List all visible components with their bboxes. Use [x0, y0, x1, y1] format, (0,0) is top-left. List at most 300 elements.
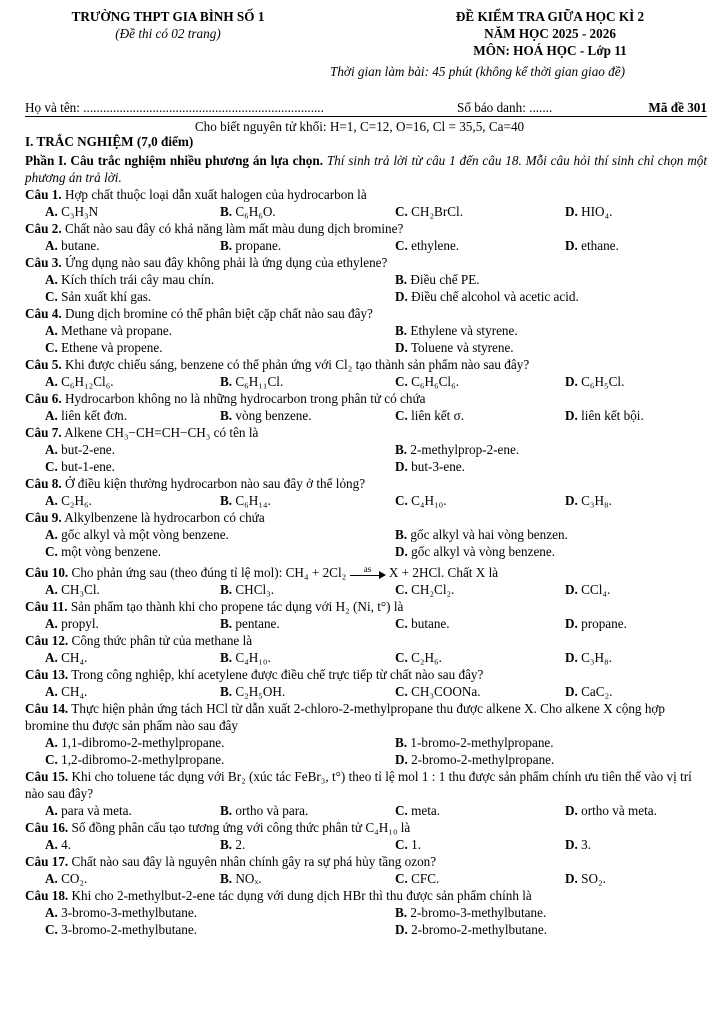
option-b[interactable] — [220, 492, 271, 509]
option-text: meta. — [407, 803, 441, 818]
option-text: CaC₂. — [577, 684, 613, 699]
option-text: 1,2-dibromo-2-methylpropane. — [57, 752, 225, 767]
time-note: Thời gian làm bài: 45 phút (không kể thời gian giao đề) — [330, 64, 626, 79]
option-text: C₂H₆. — [407, 650, 442, 665]
question-label: Câu 1. — [25, 187, 62, 202]
question-7 — [25, 424, 709, 441]
option-text: C₂H₆. — [57, 493, 92, 508]
option-text: butane. — [407, 616, 450, 631]
option-a[interactable] — [45, 649, 87, 666]
option-b[interactable] — [220, 407, 312, 424]
question-text: Số đồng phân cấu tạo tương ứng với công thức phân tử C₄H₁₀ là — [68, 820, 411, 835]
option-a[interactable] — [45, 373, 114, 390]
option-text: propane. — [232, 238, 282, 253]
option-key: D. — [395, 544, 408, 559]
option-key: D. — [565, 582, 578, 597]
option-d[interactable] — [395, 339, 514, 356]
option-key: C. — [395, 616, 408, 631]
option-text: ethane. — [577, 238, 619, 253]
option-key: A. — [45, 493, 58, 508]
option-c[interactable] — [45, 751, 224, 768]
option-b[interactable] — [220, 373, 283, 390]
option-c[interactable] — [395, 237, 459, 254]
option-c[interactable] — [45, 921, 197, 938]
sbd-field: Số báo danh: ....... — [457, 100, 553, 115]
option-text: 3. — [577, 837, 592, 852]
options-row — [45, 288, 705, 305]
option-text: Sản xuất khí gas. — [57, 289, 152, 304]
option-key: D. — [565, 803, 578, 818]
options-row — [45, 322, 705, 339]
option-text: C₃H₃N — [57, 204, 99, 219]
option-text: para và meta. — [57, 803, 132, 818]
option-b[interactable] — [395, 441, 519, 458]
arrow-condition: as — [363, 563, 372, 574]
option-key: B. — [395, 735, 408, 750]
question-text: Thực hiện phản ứng tách HCl từ dẫn xuất 2-chloro-2-methylpropane thu được alkene X. Cho alkene X cộng hợp bromine thu được sản phẩm nào sau đây — [25, 701, 665, 733]
options-row — [45, 237, 705, 254]
options-row — [45, 904, 705, 921]
option-d[interactable] — [565, 683, 612, 700]
option-text: 2-bromo-2-methylpropane. — [407, 752, 555, 767]
option-d[interactable] — [395, 751, 554, 768]
option-key: D. — [395, 289, 408, 304]
divider — [25, 116, 707, 117]
option-key: C. — [395, 650, 408, 665]
question-label: Câu 8. — [25, 476, 62, 491]
option-key: C. — [395, 803, 408, 818]
option-key: A. — [45, 374, 58, 389]
question-label: Câu 4. — [25, 306, 62, 321]
option-text: CH₂BrCl. — [407, 204, 463, 219]
option-text: CH₂Cl₂. — [407, 582, 455, 597]
option-a[interactable] — [45, 904, 197, 921]
question-text: Alkylbenzene là hydrocarbon có chứa — [61, 510, 265, 525]
option-key: D. — [565, 204, 578, 219]
school-year: NĂM HỌC 2025 - 2026 — [484, 26, 616, 41]
header-right — [395, 8, 705, 59]
option-text: ortho và para. — [232, 803, 309, 818]
option-text: gốc alkyl và vòng benzene. — [407, 544, 556, 559]
question-label: Câu 5. — [25, 357, 62, 372]
option-d[interactable] — [395, 921, 547, 938]
option-text: 4. — [57, 837, 72, 852]
options-row — [45, 458, 705, 475]
option-d[interactable] — [565, 237, 619, 254]
question-label: Câu 18. — [25, 888, 69, 903]
option-text: CCl₄. — [577, 582, 611, 597]
question-text: Alkene CH₃−CH=CH−CH₃ có tên là — [61, 425, 259, 440]
question-1 — [25, 186, 709, 203]
option-text: Điều chế alcohol và acetic acid. — [407, 289, 579, 304]
option-c[interactable] — [395, 581, 454, 598]
option-text: 2-bromo-3-methylbutane. — [407, 905, 547, 920]
question-text: Khi cho toluene tác dụng với Br₂ (xúc tác FeBr₃, t°) theo tỉ lệ mol 1 : 1 thu được sản phẩm chính ưu tiên thế vào vị trí nào sau đây? — [25, 769, 692, 801]
option-key: D. — [395, 922, 408, 937]
option-key: D. — [565, 650, 578, 665]
options-row — [45, 615, 705, 632]
option-text: C₄H₁₀. — [407, 493, 447, 508]
option-c[interactable] — [395, 373, 459, 390]
question-17 — [25, 853, 709, 870]
option-key: C. — [45, 544, 58, 559]
option-text: một vòng benzene. — [57, 544, 162, 559]
option-key: A. — [45, 323, 58, 338]
option-key: D. — [395, 459, 408, 474]
option-d[interactable] — [565, 581, 610, 598]
options-row — [45, 339, 705, 356]
option-key: C. — [395, 204, 408, 219]
question-14 — [25, 700, 709, 734]
question-label: Câu 7. — [25, 425, 62, 440]
options-row — [45, 407, 705, 424]
option-a[interactable] — [45, 615, 99, 632]
option-text: 2-methylprop-2-ene. — [407, 442, 520, 457]
option-key: A. — [45, 204, 58, 219]
option-key: D. — [565, 837, 578, 852]
question-text-after: X + 2HCl. Chất X là — [385, 565, 499, 580]
option-text: but-1-ene. — [57, 459, 115, 474]
option-text: 1-bromo-2-methylpropane. — [407, 735, 554, 750]
option-key: B. — [220, 684, 233, 699]
options-row — [45, 734, 705, 751]
option-text: 2. — [232, 837, 246, 852]
option-key: A. — [45, 582, 58, 597]
question-9 — [25, 509, 709, 526]
question-10 — [25, 564, 709, 581]
option-key: A. — [45, 616, 58, 631]
option-text: gốc alkyl và một vòng benzene. — [57, 527, 229, 542]
options-row — [45, 870, 705, 887]
question-text: Sản phẩm tạo thành khi cho propene tác dụng với H₂ (Ni, t°) là — [67, 599, 404, 614]
question-text: Cho phản ứng sau (theo đúng tỉ lệ mol): CH₄ + 2Cl₂ — [68, 565, 350, 580]
option-a[interactable] — [45, 237, 100, 254]
options-row — [45, 203, 705, 220]
option-a[interactable] — [45, 322, 172, 339]
option-text: C₆H₁₁Cl. — [232, 374, 284, 389]
options-row — [45, 271, 705, 288]
reaction-arrow-icon — [350, 563, 386, 579]
option-key: B. — [220, 204, 233, 219]
exam-code: Mã đề 301 — [648, 100, 707, 115]
option-key: A. — [45, 650, 58, 665]
option-a[interactable] — [45, 203, 98, 220]
option-text: ethylene. — [407, 238, 460, 253]
option-text: vòng benzene. — [232, 408, 312, 423]
option-text: pentane. — [232, 616, 280, 631]
option-text: liên kết bội. — [577, 408, 644, 423]
option-c[interactable] — [395, 407, 464, 424]
option-c[interactable] — [395, 836, 421, 853]
option-key: C. — [395, 374, 408, 389]
options-row — [45, 802, 705, 819]
option-c[interactable] — [395, 203, 463, 220]
option-text: CH₄. — [57, 650, 88, 665]
option-text: liên kết đơn. — [57, 408, 128, 423]
question-text: Khi được chiếu sáng, benzene có thể phản ứng với Cl₂ tạo thành sản phẩm nào sau đây? — [61, 357, 530, 372]
option-a[interactable] — [45, 526, 229, 543]
option-key: A. — [45, 238, 58, 253]
option-key: B. — [395, 905, 408, 920]
option-b[interactable] — [395, 526, 568, 543]
question-3 — [25, 254, 709, 271]
option-b[interactable] — [220, 237, 281, 254]
option-c[interactable] — [395, 683, 481, 700]
options-row — [45, 581, 705, 598]
option-key: C. — [395, 837, 408, 852]
option-d[interactable] — [565, 373, 624, 390]
question-text: Hydrocarbon không no là những hydrocarbon trong phân tử có chứa — [61, 391, 426, 406]
option-key: C. — [45, 289, 58, 304]
option-key: B. — [220, 650, 233, 665]
option-text: SO₂. — [577, 871, 606, 886]
option-text: C₃H₈. — [577, 493, 612, 508]
option-text: C₆H₁₂Cl₆. — [57, 374, 114, 389]
option-d[interactable] — [565, 407, 644, 424]
option-key: A. — [45, 871, 58, 886]
option-text: CH₄. — [57, 684, 88, 699]
option-text: Toluene và styrene. — [407, 340, 514, 355]
option-key: C. — [395, 871, 408, 886]
option-a[interactable] — [45, 802, 132, 819]
option-d[interactable] — [565, 836, 591, 853]
option-key: A. — [45, 735, 58, 750]
option-key: A. — [45, 272, 58, 287]
option-text: 3-bromo-2-methylbutane. — [57, 922, 197, 937]
option-text: CFC. — [407, 871, 440, 886]
option-key: C. — [395, 408, 408, 423]
option-b[interactable] — [220, 581, 274, 598]
question-2 — [25, 220, 709, 237]
option-key: D. — [395, 340, 408, 355]
option-key: B. — [220, 408, 233, 423]
student-info — [25, 99, 707, 117]
question-text: Công thức phân tử của methane là — [68, 633, 253, 648]
question-label: Câu 9. — [25, 510, 62, 525]
option-text: Ethylene và styrene. — [407, 323, 518, 338]
option-text: propane. — [577, 616, 627, 631]
option-key: C. — [395, 684, 408, 699]
option-key: C. — [395, 238, 408, 253]
option-d[interactable] — [395, 543, 555, 560]
option-key: C. — [45, 340, 58, 355]
question-label: Câu 2. — [25, 221, 62, 236]
option-b[interactable] — [395, 271, 480, 288]
option-key: C. — [45, 459, 58, 474]
question-4 — [25, 305, 709, 322]
option-b[interactable] — [220, 870, 262, 887]
option-a[interactable] — [45, 683, 87, 700]
option-key: D. — [565, 238, 578, 253]
question-label: Câu 10. — [25, 565, 69, 580]
part-title: Phần I. Câu trắc nghiệm nhiều phương án lựa chọn. — [25, 153, 324, 168]
option-a[interactable] — [45, 271, 214, 288]
options-row — [45, 492, 705, 509]
header-left — [38, 8, 298, 42]
option-text: propyl. — [57, 616, 99, 631]
option-c[interactable] — [395, 870, 439, 887]
name-field: Họ và tên: ......................................................................... — [25, 100, 324, 115]
option-d[interactable] — [395, 288, 579, 305]
option-text: CH₃Cl. — [57, 582, 100, 597]
option-key: B. — [220, 837, 233, 852]
option-text: ortho và meta. — [577, 803, 657, 818]
option-text: NOₓ. — [232, 871, 262, 886]
options-row — [45, 543, 705, 560]
option-a[interactable] — [45, 836, 71, 853]
question-5 — [25, 356, 709, 373]
option-text: Điều chế PE. — [407, 272, 480, 287]
option-d[interactable] — [565, 203, 612, 220]
option-key: D. — [395, 752, 408, 767]
question-label: Câu 13. — [25, 667, 69, 682]
option-text: C₆H₅Cl. — [577, 374, 625, 389]
option-text: CO₂. — [57, 871, 88, 886]
question-text: Hợp chất thuộc loại dẫn xuất halogen của hydrocarbon là — [61, 187, 367, 202]
option-b[interactable] — [220, 615, 280, 632]
option-text: Kích thích trái cây mau chín. — [57, 272, 215, 287]
option-key: B. — [220, 493, 233, 508]
question-label: Câu 14. — [25, 701, 69, 716]
option-a[interactable] — [45, 441, 115, 458]
option-d[interactable] — [565, 615, 627, 632]
question-text: Dung dịch bromine có thể phân biệt cặp chất nào sau đây? — [61, 306, 373, 321]
part-note: Thí sinh trả lời từ câu 1 đến câu 18. Mỗi câu hỏi thí sinh chỉ chọn một phương án trả lời. — [25, 153, 707, 185]
option-b[interactable] — [395, 322, 518, 339]
option-d[interactable] — [395, 458, 465, 475]
option-key: A. — [45, 837, 58, 852]
option-a[interactable] — [45, 407, 127, 424]
options-row — [45, 649, 705, 666]
option-key: C. — [395, 582, 408, 597]
question-13 — [25, 666, 709, 683]
option-key: B. — [220, 238, 233, 253]
option-c[interactable] — [395, 615, 450, 632]
question-text: Ứng dụng nào sau đây không phải là ứng dụng của ethylene? — [61, 255, 388, 270]
school-name: TRƯỜNG THPT GIA BÌNH SỐ 1 — [71, 9, 265, 24]
option-d[interactable] — [565, 492, 612, 509]
option-a[interactable] — [45, 581, 100, 598]
option-key: A. — [45, 803, 58, 818]
option-key: D. — [565, 871, 578, 886]
question-text: Khi cho 2-methylbut-2-ene tác dụng với dung dịch HBr thì thu được sản phẩm chính là — [68, 888, 532, 903]
option-text: HIO₄. — [577, 204, 613, 219]
section-title: I. TRẮC NGHIỆM (7,0 điểm) — [25, 134, 194, 149]
option-a[interactable] — [45, 492, 92, 509]
option-a[interactable] — [45, 734, 224, 751]
option-c[interactable] — [395, 649, 442, 666]
options-row — [45, 526, 705, 543]
pages-note: (Đề thi có 02 trang) — [115, 26, 221, 41]
option-a[interactable] — [45, 870, 87, 887]
options-row — [45, 836, 705, 853]
option-text: but-2-ene. — [57, 442, 115, 457]
option-b[interactable] — [395, 734, 554, 751]
option-text: C₆H₁₄. — [232, 493, 271, 508]
option-text: gốc alkyl và hai vòng benzen. — [407, 527, 568, 542]
option-key: C. — [395, 493, 408, 508]
question-11 — [25, 598, 709, 615]
option-text: CH₃COONa. — [407, 684, 481, 699]
question-text: Ở điều kiện thường hydrocarbon nào sau đây ở thể lỏng? — [61, 476, 366, 491]
option-d[interactable] — [565, 802, 657, 819]
option-b[interactable] — [220, 649, 271, 666]
question-16 — [25, 819, 709, 836]
option-text: C₄H₁₀. — [232, 650, 271, 665]
option-c[interactable] — [395, 492, 447, 509]
question-label: Câu 17. — [25, 854, 69, 869]
options-row — [45, 921, 705, 938]
option-text: 2-bromo-2-methylbutane. — [407, 922, 547, 937]
option-key: B. — [220, 803, 233, 818]
option-key: A. — [45, 442, 58, 457]
option-b[interactable] — [220, 683, 285, 700]
option-text: C₃H₈. — [577, 650, 612, 665]
option-key: B. — [220, 374, 233, 389]
option-text: C₆H₆Cl₆. — [407, 374, 459, 389]
question-12 — [25, 632, 709, 649]
option-c[interactable] — [395, 802, 440, 819]
option-key: B. — [220, 616, 233, 631]
option-text: C₆H₆O. — [232, 204, 276, 219]
option-text: Methane và propane. — [57, 323, 173, 338]
option-b[interactable] — [395, 904, 546, 921]
option-d[interactable] — [565, 870, 606, 887]
option-key: A. — [45, 905, 58, 920]
exam-title: ĐỀ KIỂM TRA GIỮA HỌC KÌ 2 — [455, 9, 645, 24]
question-label: Câu 3. — [25, 255, 62, 270]
option-key: C. — [45, 922, 58, 937]
option-key: B. — [220, 582, 233, 597]
option-d[interactable] — [565, 649, 612, 666]
option-b[interactable] — [220, 203, 276, 220]
options-row — [45, 683, 705, 700]
atomic-masses: Cho biết nguyên tử khối: H=1, C=12, O=16, Cl = 35,5, Ca=40 — [194, 119, 525, 134]
option-key: D. — [565, 374, 578, 389]
question-text: Chất nào sau đây là nguyên nhân chính gây ra sự phá hủy tầng ozon? — [68, 854, 437, 869]
option-text: 1,1-dibromo-2-methylpropane. — [57, 735, 225, 750]
option-text: liên kết σ. — [407, 408, 465, 423]
option-c[interactable] — [45, 288, 151, 305]
option-key: B. — [395, 323, 408, 338]
option-key: D. — [565, 684, 578, 699]
option-key: D. — [565, 408, 578, 423]
question-15 — [25, 768, 709, 802]
option-key: D. — [565, 616, 578, 631]
option-b[interactable] — [220, 802, 308, 819]
option-text: 1. — [407, 837, 422, 852]
option-c[interactable] — [45, 458, 115, 475]
option-key: A. — [45, 408, 58, 423]
option-key: B. — [395, 442, 408, 457]
part-instructions — [25, 152, 707, 186]
question-18 — [25, 887, 709, 904]
option-text: 3-bromo-3-methylbutane. — [57, 905, 197, 920]
option-c[interactable] — [45, 339, 163, 356]
option-c[interactable] — [45, 543, 161, 560]
option-text: Ethene và propene. — [57, 340, 163, 355]
question-6 — [25, 390, 709, 407]
option-key: B. — [220, 871, 233, 886]
option-b[interactable] — [220, 836, 245, 853]
options-row — [45, 441, 705, 458]
option-key: B. — [395, 272, 408, 287]
question-label: Câu 12. — [25, 633, 69, 648]
question-label: Câu 15. — [25, 769, 69, 784]
question-label: Câu 16. — [25, 820, 69, 835]
option-key: A. — [45, 684, 58, 699]
option-text: but-3-ene. — [407, 459, 465, 474]
